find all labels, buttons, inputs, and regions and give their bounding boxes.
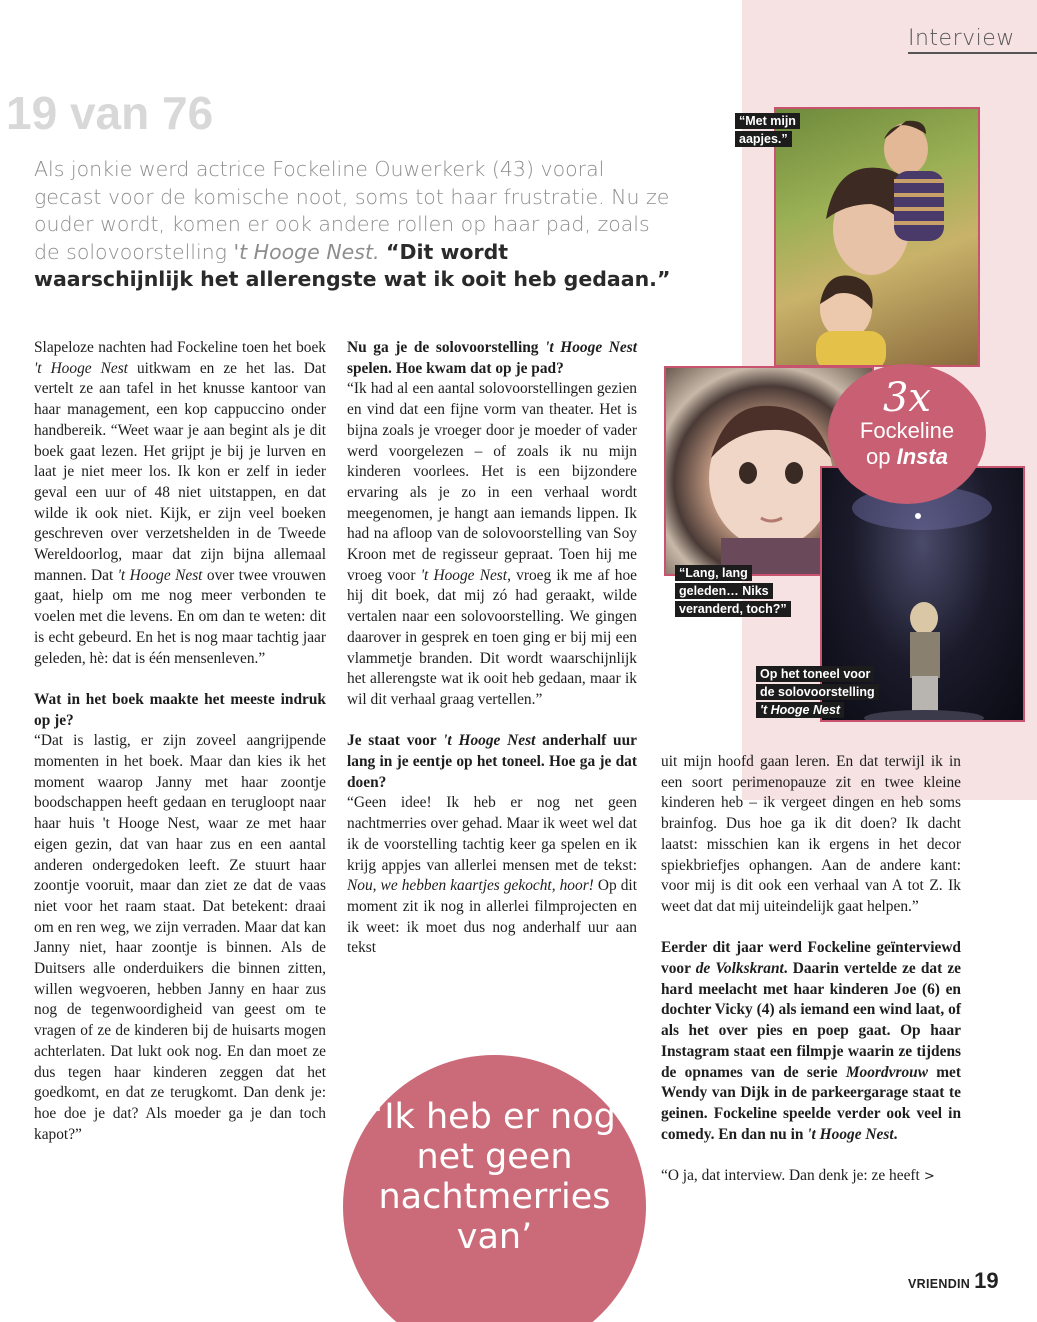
caption-photo3: Op het toneel voor de solovoorstelling 't Hooge Nest (756, 666, 879, 720)
paragraph: “O ja, dat interview. Dan denk je: ze heeft > (661, 1167, 935, 1185)
photo-mother-with-kids (774, 107, 980, 367)
section-rule (908, 52, 1037, 54)
answer: “Dat is lastig, er zijn zoveel aangrijpende momenten in het boek. Maar dan kies ik het moment waarop Janny met haar zoontje boodschappen heeft gedaan en terugloopt naar haar huis 't Hooge Nest, waar ze met haar eigen gezin, dat van haar zus en een aantal anderen ondergedoken leeft. Ze stuurt haar zoontje vooruit, maar dan ziet ze dat de vaas niet voor het raam staat. Dat betekent: draai om en ren weg, we zijn verraden. Maar dat kan Janny niet, haar zoontje is binnen. Als de Duitsers alle onderduikers die binnen zitten, willen wegvoeren, hebben Janny en haar zus nog de tegenwoordigheid van geest om te vragen of ze de kinderen bij de huisarts mogen achterlaten. Dat lukt ook nog. En dan moet ze dus tegen haar kinderen zeggen dat het goedkomt, en dat ze terugkomt. Dan denk je: hoe doe je dat? Als moeder ga je dan toch kapot?” (34, 732, 326, 1143)
badge-name: Fockeline (859, 418, 955, 443)
section-label: Interview (908, 26, 1015, 51)
intro-quote: “Dit wordt waarschijnlijk het allerengste wat ik ooit heb gedaan.” (34, 239, 671, 291)
article-column-1 (34, 338, 326, 1166)
intro-title: 't Hooge Nest. (233, 239, 380, 264)
continue-arrow-icon: > (923, 1169, 935, 1185)
pull-quote: ‘Ik heb er nog net geen nachtmerries van’ (343, 1055, 646, 1322)
qa-block: Nu ga je de solovoorstelling 't Hooge Nest spelen. Hoe kwam dat op je pad? “Ik had al een aantal solovoorstellingen gezien en vind dat een fijne vorm van theater. Het is bijna zoals je vroeger door je moeder of vader werd voorgelezen – of zoals ik nu mijn kinderen voorlees. Het is een bijzondere ervaring als je zo in een verhaal wordt meegenomen, je hangt aan iemands lippen. Ik had na afloop van de solovoorstelling van Soy Kroon met de regisseur gepraat. Toen hij me vroeg voor 't Hooge Nest, vroeg ik me af hoe hij dit boek, dat mij zó had geraakt, wilde vertalen naar een solovoorstelling. We gingen daarover in gesprek en toen ging er bij mij een vlammetje branden. Dit wordt waarschijnlijk het allerengste wat ik ooit heb gedaan, maar ik wil dit verhaal graag vertellen.” (347, 339, 637, 708)
question: Nu ga je de solovoorstelling 't Hooge Nest spelen. Hoe kwam dat op je pad? (347, 339, 637, 377)
question: Wat in het boek maakte het meeste indruk op je? (34, 690, 326, 729)
question: Je staat voor 't Hooge Nest anderhalf uur lang in je eentje op het toneel. Hoe ga je dat doen? (347, 732, 637, 791)
article-column-3 (661, 752, 961, 1188)
intro-paragraph (34, 156, 674, 294)
intro-text: Als jonkie werd actrice Fockeline Ouwerkerk (43) vooral gecast voor de komische noot, soms tot haar frustratie. Nu ze ouder wordt, komen er ook andere rollen op haar pad, zoals de solovoorstelling (34, 157, 670, 264)
magazine-name: VRIENDIN (908, 1277, 971, 1291)
badge-count: 3x (882, 375, 931, 421)
paragraph: Slapeloze nachten had Fockeline toen het boek 't Hooge Nest uitkwam en ze het las. Dat vertelt ze aan tafel in het knusse kantoor van haar management, een kop cappuccino onder handbereik. “Weet waar je aan begint als je dit boek gaat lezen. Het grijpt je bij je lurven en laat je niet meer los. Ik kon er zelf in ieder geval een uur of 48 niet uitstappen, en dat wilde ik ook niet. Kijk, er zijn veel boeken geschreven over verzetshelden in de Tweede Wereldoorlog, maar dat zijn bijna allemaal mannen. Dat 't Hooge Nest over twee vrouwen gaat, hielp om me nog meer verbonden te voelen met die levens. En om dan te weten: dit is echt gebeurd. En het is nog maar tachtig jaar geleden, hè: dat is één mensenleven.” (34, 339, 326, 667)
caption-photo2: “Lang, lang geleden… Niks veranderd, toch?” (675, 565, 791, 619)
paragraph: uit mijn hoofd gaan leren. En dat terwijl ik in een soort perimenopauze zit en twee kleine kinderen heb – ik vergeet dingen en heb soms brainfog. Dus hoe ga ik dit doen? Ik dacht laatst: misschien kan ik ergens in het decor spiekbriefjes ophangen. Aan de andere kant: voor mij is dit ook een verhaal van A tot Z. Ik weet dat dat mij uiteindelijk gaat helpen.” (661, 753, 961, 915)
caption-photo1: “Met mijn aapjes.” (735, 113, 800, 149)
photo-illustration (776, 109, 980, 367)
page-footer (908, 1268, 999, 1294)
qa-block (34, 690, 326, 1145)
lead-paragraph: Eerder dit jaar werd Fockeline geïnterviewd voor de Volkskrant. Daarin vertelde ze dat ze hard meelacht met haar kinderen Joe (6) en dochter Vicky (4) als iemand een wind laat, of als het over pies en poep gaat. Op haar Instagram staat een filmpje waarin ze tijdens de opnames van de serie Moordvrouw met Wendy van Dijk in de parkeergarage staat te geinen. Fockeline speelde verder ook veel in comedy. En dan nu in 't Hooge Nest. (661, 939, 961, 1143)
instagram-badge (828, 364, 986, 504)
qa-block: Je staat voor 't Hooge Nest anderhalf uur lang in je eentje op het toneel. Hoe ga je dat doen? “Geen idee! Ik heb er nog net geen nachtmerries over gehad. Maar ik weet wel dat ik de voorstelling tachtig keer ga spelen en ik krijg appjes van allerlei mensen met de tekst: Nou, we hebben kaartjes gekocht, hoor! Op dit moment zit ik nog in allerlei filmprojecten en ik weet: ik moet dus nog anderhalf uur aan tekst (347, 732, 637, 957)
article-column-2 (347, 338, 637, 980)
page-number: 19 (974, 1268, 999, 1293)
page-counter: 19 van 76 (6, 87, 214, 139)
badge-platform-line: op Insta (866, 444, 948, 469)
